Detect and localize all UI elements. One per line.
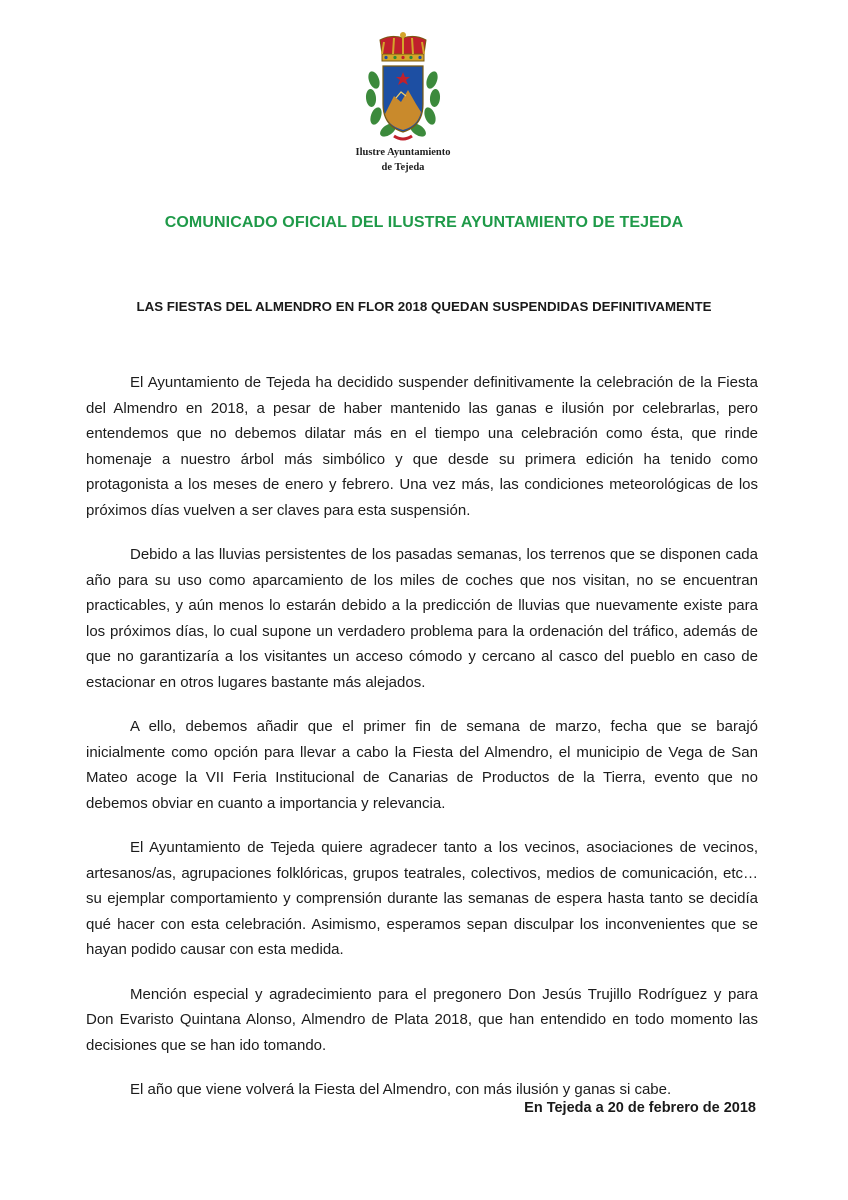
paragraph: A ello, debemos añadir que el primer fin de semana de marzo, fecha que se barajó inicialmente como opción para llevar a cabo la Fiesta del Almendro, el municipio de Vega de San Mateo acoge la VII Feria Institucional de Canarias de Productos de la Tierra, evento que no debemos obviar en cuanto a importancia y relevancia. [86,718,758,812]
coat-of-arms-icon [358,32,448,144]
crown-icon [380,32,426,61]
shield-icon [383,66,423,132]
paragraph: El Ayuntamiento de Tejeda ha decidido suspender definitivamente la celebración de la Fiesta del Almendro en 2018, a pesar de haber mantenido las ganas e ilusión por celebrarlas, pero entendemos que no debemos dilatar más en el tiempo una celebración como ésta, que rinde homenaje a nuestro árbol más simbólico y que desde su primera edición ha tenido como protagonista a los meses de enero y febrero. Una vez más, las condiciones meteorológicas de los próximos días vuelven a ser claves para esta suspensión. [86,374,758,519]
document-body [86,370,758,1122]
paragraph: Mención especial y agradecimiento para el pregonero Don Jesús Trujillo Rodríguez y para Don Evaristo Quintana Alonso, Almendro de Plata 2018, que han entendido en todo momento las decisiones que se han ido tomando. [86,985,758,1054]
crest-caption-line1: Ilustre Ayuntamiento [355,147,451,158]
crest-caption-line2: de Tejeda [381,162,425,173]
document-subheadline: LAS FIESTAS DEL ALMENDRO EN FLOR 2018 QUEDAN SUSPENDIDAS DEFINITIVAMENTE [136,299,712,314]
paragraph: El año que viene volverá la Fiesta del Almendro, con más ilusión y ganas si cabe. [130,1081,672,1098]
municipal-crest [348,32,458,182]
signature-date: En Tejeda a 20 de febrero de 2018 [524,1100,756,1116]
document-headline: COMUNICADO OFICIAL DEL ILUSTRE AYUNTAMIENTO DE TEJEDA [164,214,684,231]
paragraph: El Ayuntamiento de Tejeda quiere agradecer tanto a los vecinos, asociaciones de vecinos, artesanos/as, agrupaciones folklóricas, grupos teatrales, colectivos, medios de comunicación, etc… su ejemplar comportamiento y comprensión durante las semanas de espera hasta tanto se decidía qué hacer con esta celebración. Asimismo, esperamos sepan disculpar los inconvenientes que se hayan podido causar con esta medida. [86,839,758,958]
paragraph: Debido a las lluvias persistentes de los pasadas semanas, los terrenos que se disponen cada año para su uso como aparcamiento de los miles de coches que nos visitan, no se encuentran practicables, y aún menos lo estarán debido a la predicción de lluvias que nuevamente existe para los próximos días, lo cual supone un verdadero problema para la ordenación del tráfico, además de que no garantizaría a los visitantes un acceso cómodo y cercano al casco del pueblo en caso de estacionar en otros lugares bastante más alejados. [86,546,758,691]
